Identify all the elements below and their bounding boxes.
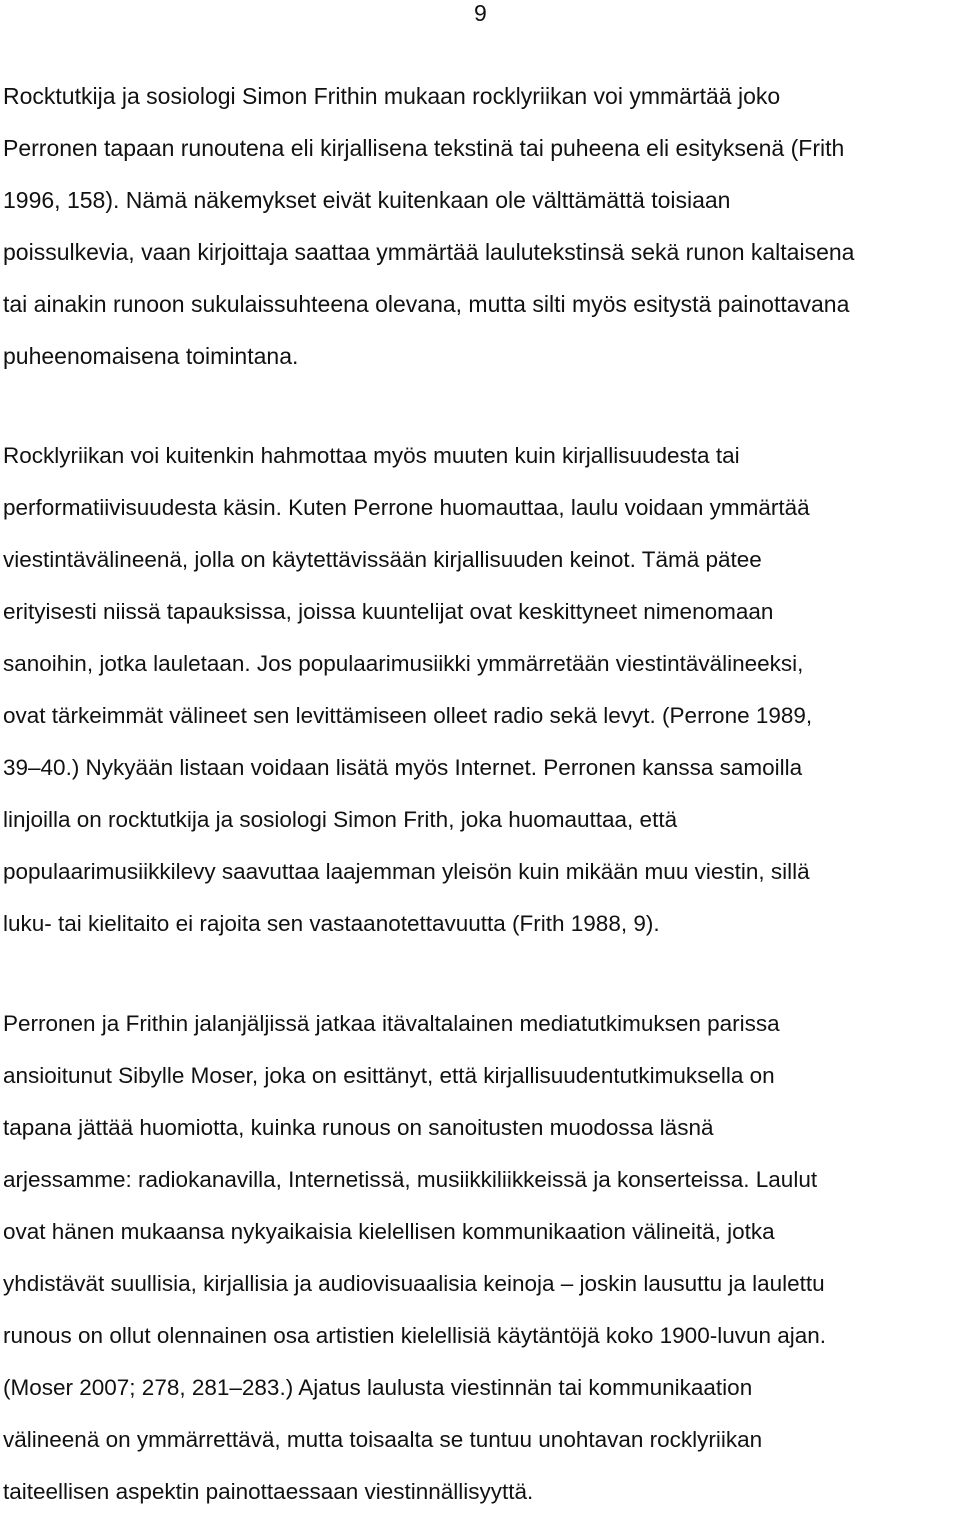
paragraph-line: ovat tärkeimmät välineet sen levittämiseen olleet radio sekä levyt. (Perrone 1989,	[3, 703, 813, 728]
paragraph-line: Rocktutkija ja sosiologi Simon Frithin mukaan rocklyriikan voi ymmärtää joko	[3, 83, 781, 109]
paragraph-line: erityisesti niissä tapauksissa, joissa kuuntelijat ovat keskittyneet nimenomaan	[3, 599, 774, 624]
paragraph-line: välineenä on ymmärrettävä, mutta toisaalta se tuntuu unohtavan rocklyriikan	[3, 1427, 763, 1452]
paragraph-line: puheenomaisena toimintana.	[3, 343, 299, 369]
paragraph-line: tai ainakin runoon sukulaissuhteena olevana, mutta silti myös esitystä painottavana	[3, 291, 850, 317]
paragraph-line: performatiivisuudesta käsin. Kuten Perrone huomauttaa, laulu voidaan ymmärtää	[3, 495, 810, 520]
paragraph-line: linjoilla on rocktutkija ja sosiologi Simon Frith, joka huomauttaa, että	[3, 807, 678, 832]
paragraph-line: luku- tai kielitaito ei rajoita sen vastaanotettavuutta (Frith 1988, 9).	[3, 911, 660, 936]
paragraph-line: poissulkevia, vaan kirjoittaja saattaa ymmärtää laulutekstinsä sekä runon kaltaisena	[3, 239, 855, 265]
paragraph-line: tapana jättää huomiotta, kuinka runous on sanoitusten muodossa läsnä	[3, 1115, 714, 1140]
paragraph-line: viestintävälineenä, jolla on käytettävissään kirjallisuuden keinot. Tämä pätee	[3, 547, 762, 572]
paragraph-line: ovat hänen mukaansa nykyaikaisia kielellisen kommunikaation välineitä, jotka	[3, 1219, 775, 1244]
paragraph-3	[3, 998, 958, 1518]
page-number: 9	[474, 0, 487, 26]
paragraph-line: runous on ollut olennainen osa artistien kielellisiä käytäntöjä koko 1900-luvun ajan.	[3, 1323, 827, 1348]
paragraph-line: sanoihin, jotka lauletaan. Jos populaarimusiikki ymmärretään viestintävälineeksi,	[3, 651, 804, 676]
paragraph-line: ansioitunut Sibylle Moser, joka on esittänyt, että kirjallisuudentutkimuksella on	[3, 1063, 775, 1088]
paragraph-line: arjessamme: radiokanavilla, Internetissä, musiikkiliikkeissä ja konserteissa. Laulut	[3, 1167, 818, 1192]
paragraph-1	[3, 70, 958, 382]
paragraph-line: (Moser 2007; 278, 281–283.) Ajatus laulusta viestinnän tai kommunikaation	[3, 1375, 753, 1400]
paragraph-line: 1996, 158). Nämä näkemykset eivät kuitenkaan ole välttämättä toisiaan	[3, 187, 731, 213]
paragraph-line: yhdistävät suullisia, kirjallisia ja audiovisuaalisia keinoja – joskin lausuttu ja laulettu	[3, 1271, 825, 1296]
paragraph-line: Rocklyriikan voi kuitenkin hahmottaa myös muuten kuin kirjallisuudesta tai	[3, 443, 740, 468]
paragraph-line: 39–40.) Nykyään listaan voidaan lisätä myös Internet. Perronen kanssa samoilla	[3, 755, 803, 780]
paragraph-line: Perronen tapaan runoutena eli kirjallisena tekstinä tai puheena eli esityksenä (Frith	[3, 135, 845, 161]
paragraph-2	[3, 430, 958, 950]
paragraph-line: Perronen ja Frithin jalanjäljissä jatkaa itävaltalainen mediatutkimuksen parissa	[3, 1011, 780, 1036]
paragraph-line: taiteellisen aspektin painottaessaan viestinnällisyyttä.	[3, 1479, 534, 1504]
paragraph-line: populaarimusiikkilevy saavuttaa laajemman yleisön kuin mikään muu viestin, sillä	[3, 859, 810, 884]
